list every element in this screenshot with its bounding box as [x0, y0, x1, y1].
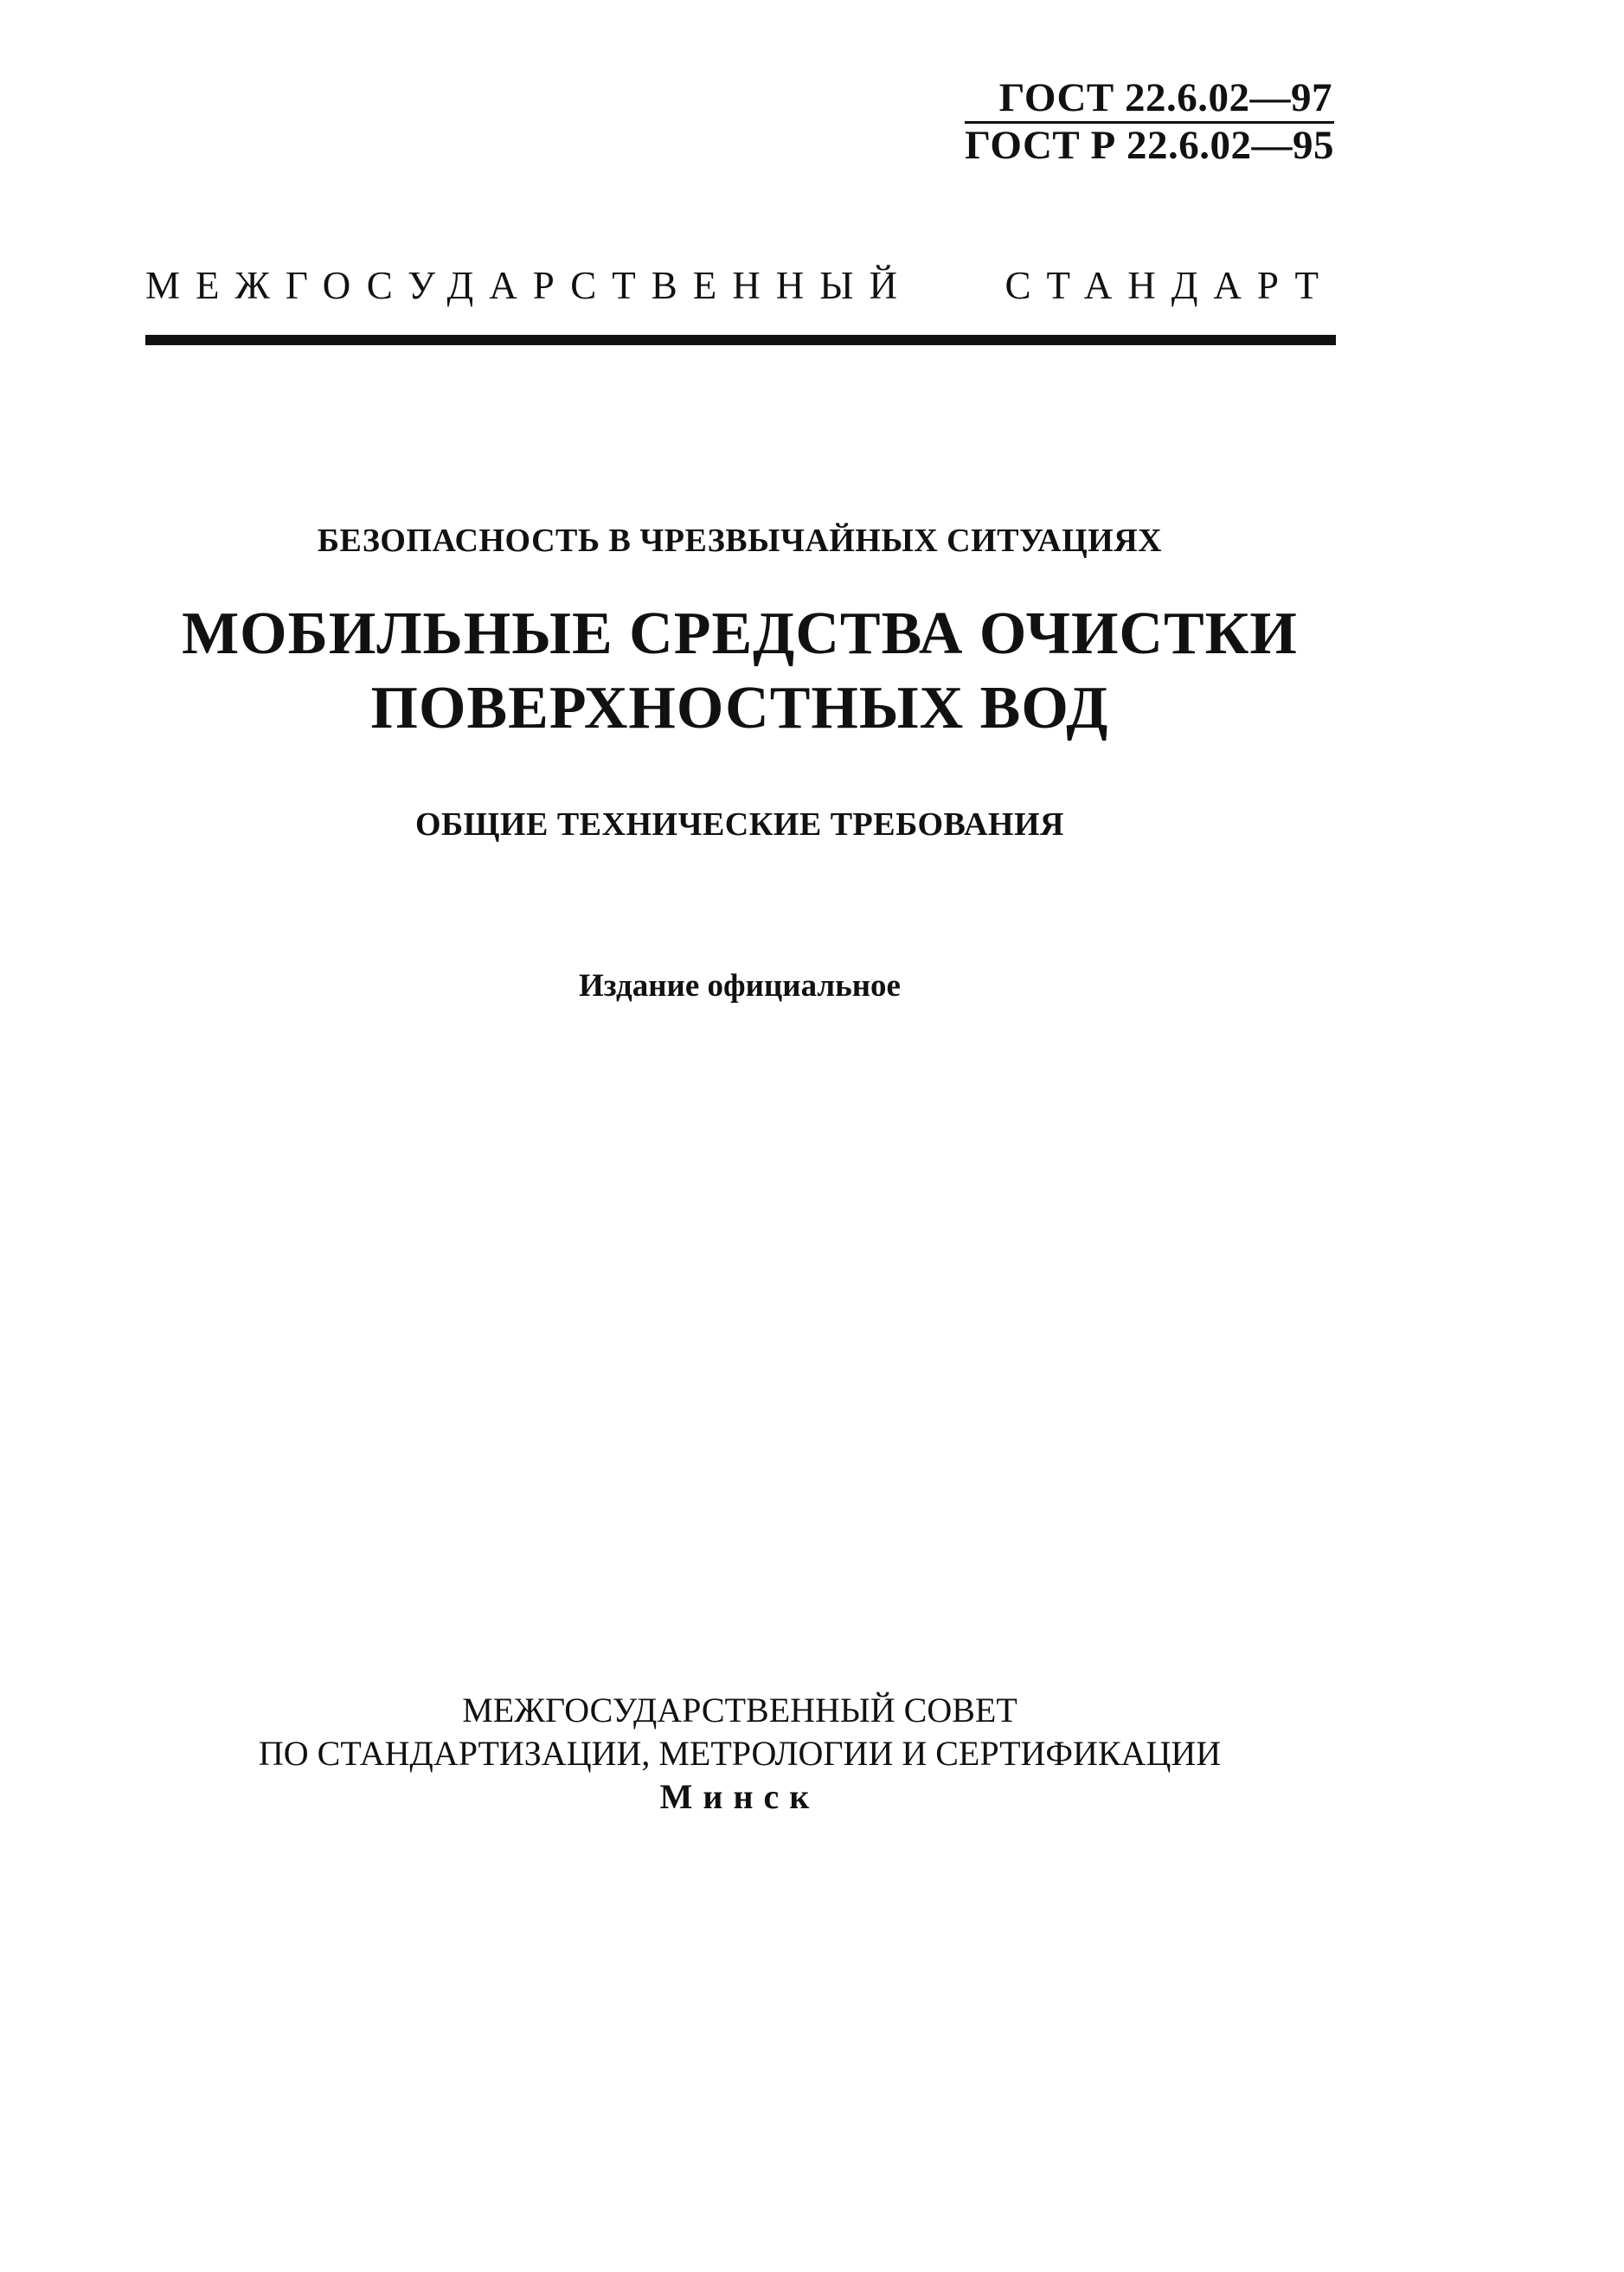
gost-designation-national: ГОСТ Р 22.6.02—95 — [965, 123, 1334, 168]
main-title-line-1: МОБИЛЬНЫЕ СРЕДСТВА ОЧИСТКИ — [182, 600, 1298, 667]
subtitle: ОБЩИЕ ТЕХНИЧЕСКИЕ ТРЕБОВАНИЯ — [415, 806, 1064, 843]
gost-designation-primary: ГОСТ 22.6.02—97 — [965, 76, 1334, 124]
main-title — [0, 597, 1480, 746]
publisher-block — [0, 1689, 1480, 1819]
gost-designations — [965, 76, 1334, 167]
banner-rule-divider — [145, 335, 1336, 345]
publisher-line-2: ПО СТАНДАРТИЗАЦИИ, МЕТРОЛОГИИ И СЕРТИФИКАЦИИ — [258, 1734, 1222, 1773]
publisher-line-1: МЕЖГОСУДАРСТВЕННЫЙ СОВЕТ — [462, 1691, 1017, 1730]
publisher-city: Минск — [659, 1777, 820, 1816]
main-title-line-2: ПОВЕРХНОСТНЫХ ВОД — [370, 675, 1109, 741]
interstate-standard-banner: МЕЖГОСУДАРСТВЕННЫЙ СТАНДАРТ — [145, 264, 1334, 307]
edition-note: Издание официальное — [579, 968, 901, 1004]
series-title: БЕЗОПАСНОСТЬ В ЧРЕЗВЫЧАЙНЫХ СИТУАЦИЯХ — [317, 523, 1163, 559]
